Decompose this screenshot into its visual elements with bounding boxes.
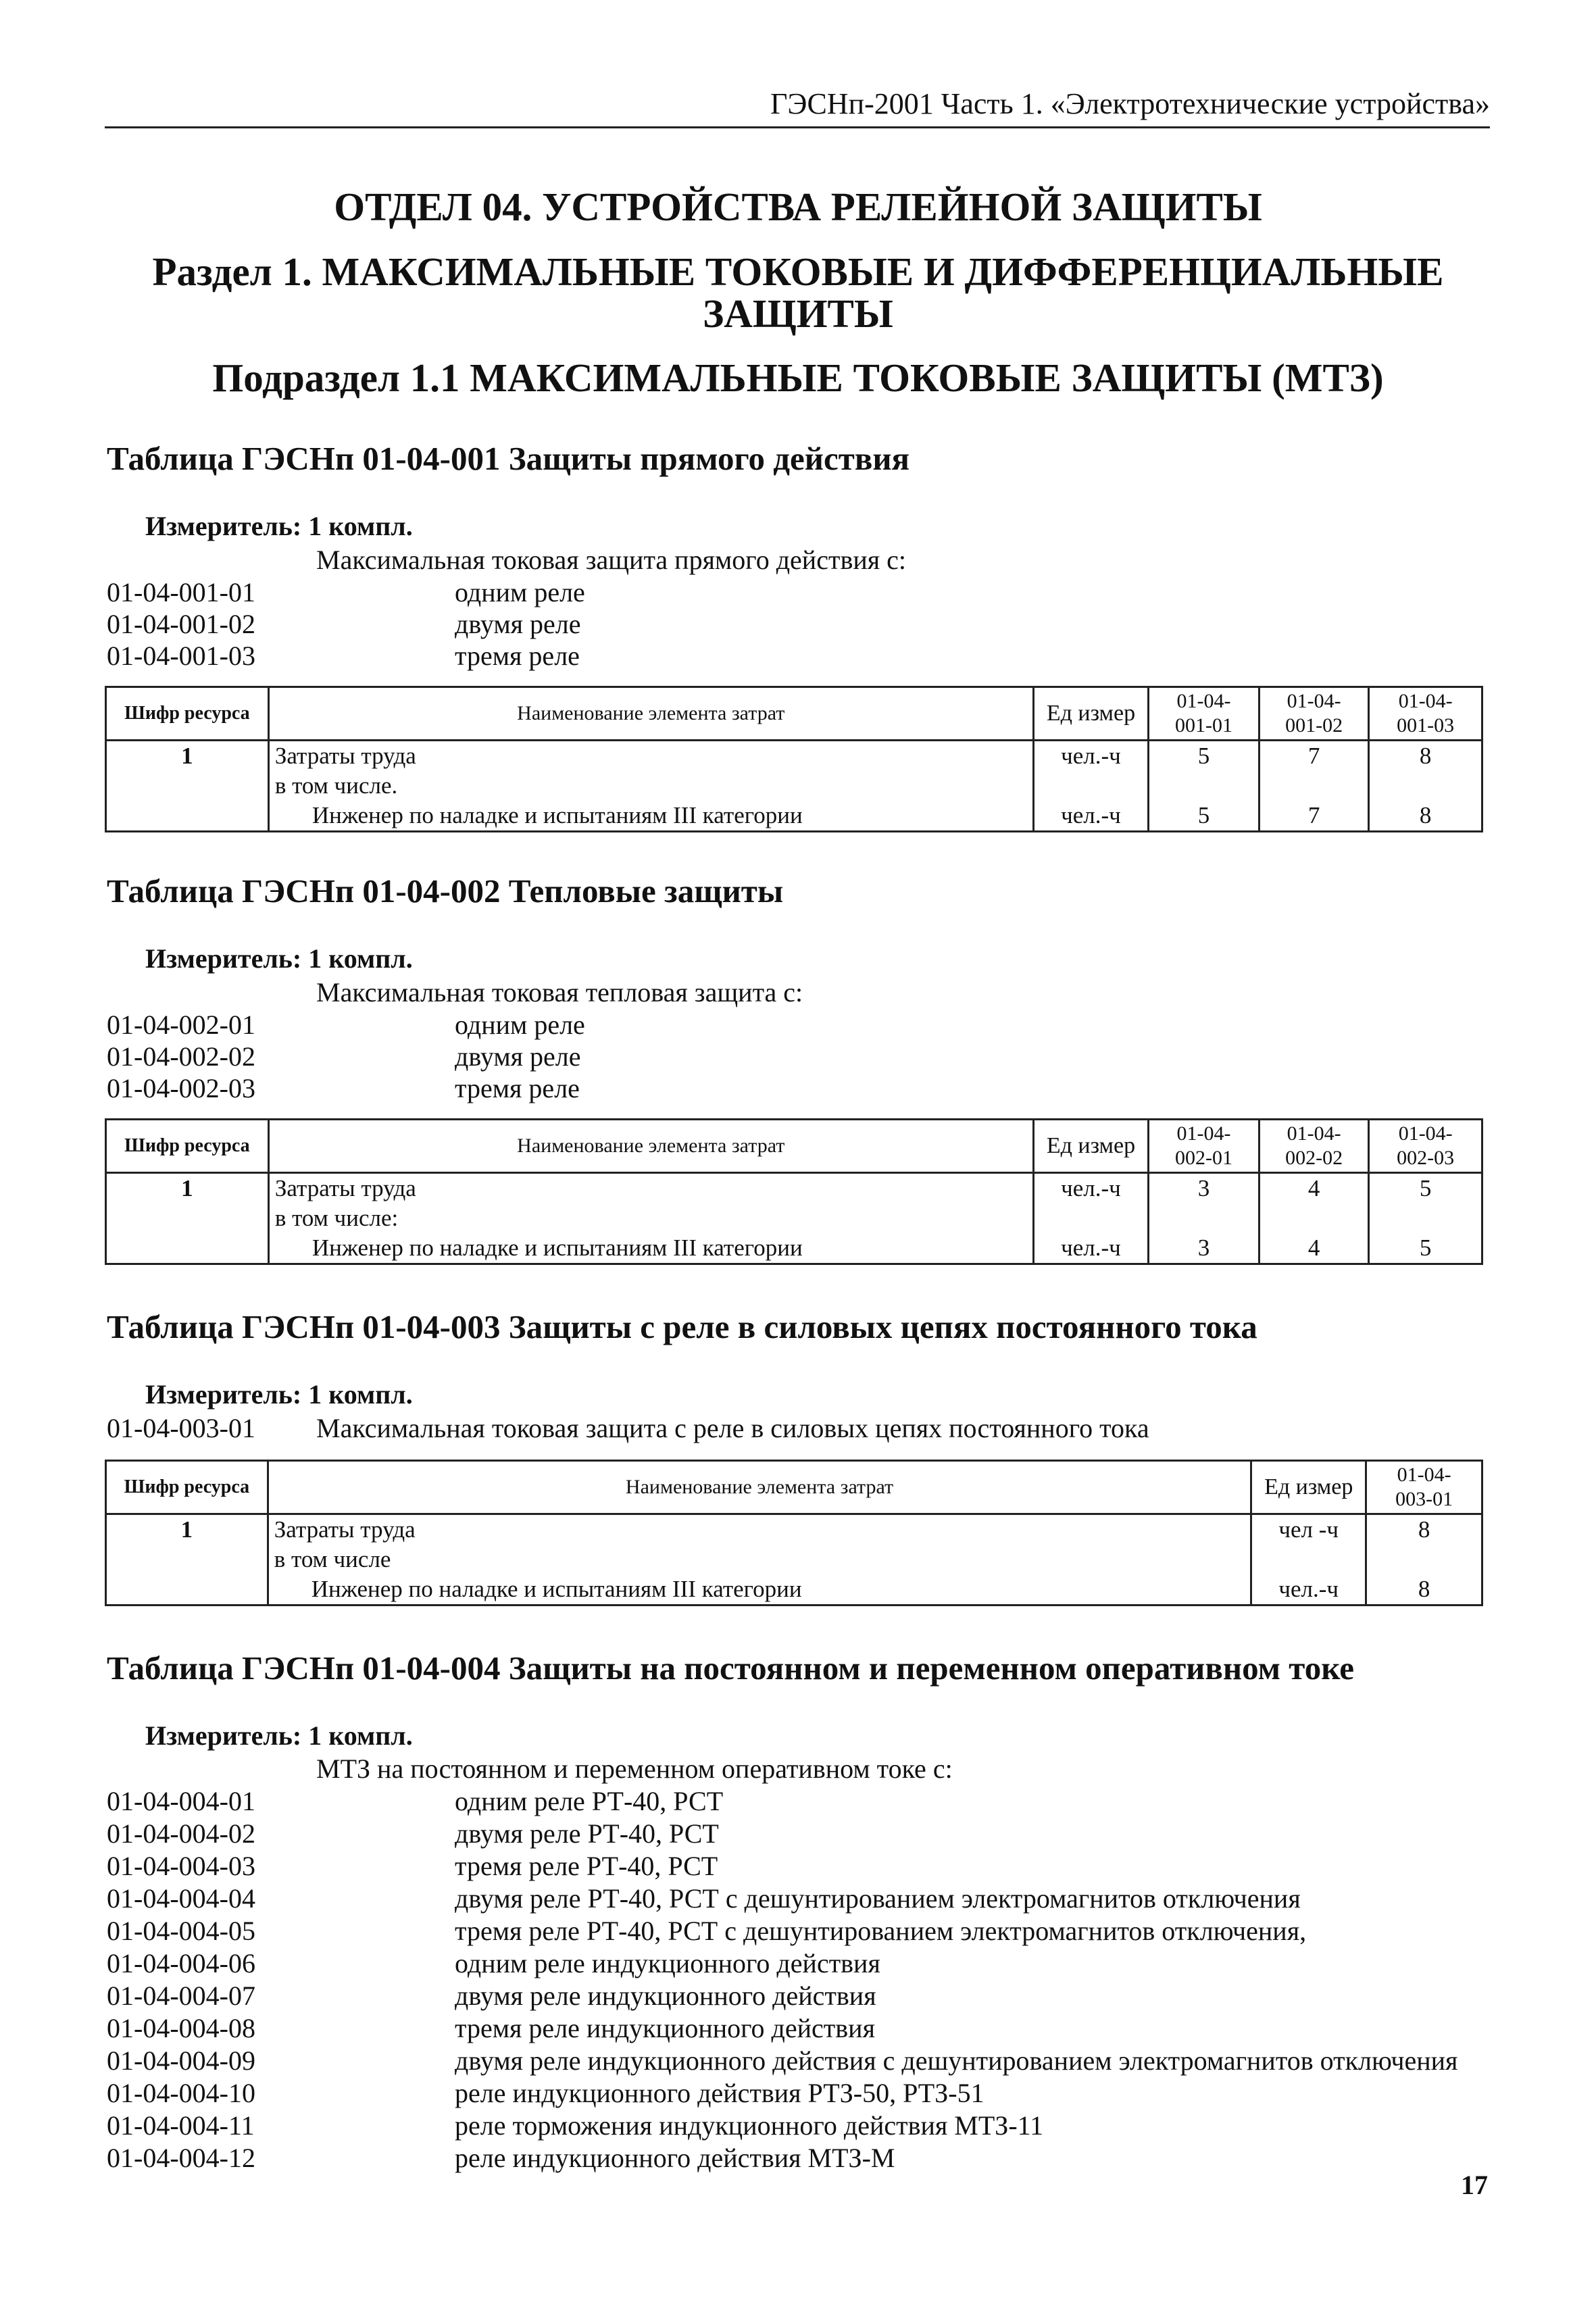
measurer-label: Измеритель: [145,943,302,974]
item-code: 01-04-003-01 [107,1413,255,1443]
list-item [107,1412,1149,1444]
item-text: Максимальная токовая защита с реле в силовых цепях постоянного тока [316,1413,1149,1443]
table-row [106,1514,1482,1605]
item-text: тремя реле РТ-40, РСТ с дешунтированием электромагнитов отключения, [455,1916,1307,1946]
list-item [107,1785,723,1817]
col-value-header: 01-04- 001-02 [1259,687,1369,741]
list-item [107,1915,1306,1947]
col-unit-header: Ед измер [1251,1461,1366,1514]
measurer-label: Измеритель: [145,1720,302,1751]
item-code: 01-04-004-12 [107,2143,255,2173]
item-text: двумя реле РТ-40, РСТ с дешунтированием электромагнитов отключения [455,1883,1301,1914]
item-code: 01-04-004-06 [107,1948,255,1978]
item-text: тремя реле [455,641,580,671]
intro-002: Максимальная токовая тепловая защита с: [316,977,803,1007]
table-header-row [106,687,1482,741]
measurer-003 [145,1378,413,1410]
item-code: 01-04-004-09 [107,2045,255,2076]
item-text: тремя реле индукционного действия [455,2013,875,2043]
value-cell: 4 4 [1259,1173,1369,1264]
item-code: 01-04-004-05 [107,1916,255,1946]
item-code: 01-04-004-04 [107,1883,255,1914]
cost-line: Инженер по наладке и испытаниям III категории [311,1235,803,1261]
running-title: ГЭСНп-2001 Часть 1. «Электротехнические устройства» [770,87,1490,120]
list-item [107,2077,984,2109]
list-item [107,640,580,672]
measurer-002 [145,943,413,974]
measurer-label: Измеритель: [145,1379,302,1410]
table-title-004: Таблица ГЭСНп 01-04-004 Защиты на постоянном и переменном оперативном токе [107,1649,1354,1687]
cost-line: в том числе. [274,772,398,799]
unit-cell: чел.-ч чел.-ч [1033,741,1149,832]
item-code: 01-04-002-01 [107,1010,255,1040]
measurer-value: 1 компл. [308,511,413,541]
measurer-004 [145,1720,413,1751]
col-name-header: Наименование элемента затрат [268,687,1033,741]
table-title-003: Таблица ГЭСНп 01-04-003 Защиты с реле в силовых цепях постоянного тока [107,1308,1257,1345]
col-value-header: 01-04- 002-02 [1259,1120,1369,1173]
value-cell: 5 5 [1369,1173,1482,1264]
item-text: одним реле [455,577,585,607]
measurer-label: Измеритель: [145,511,302,541]
value-cell: 5 5 [1149,741,1260,832]
col-value-header: 01-04- 003-01 [1366,1461,1482,1514]
list-item [107,1818,719,1849]
list-item [107,1009,585,1041]
table-title-001: Таблица ГЭСНп 01-04-001 Защиты прямого действия [107,440,910,477]
value-cell: 7 7 [1259,741,1369,832]
item-text: тремя реле [455,1073,580,1103]
cost-item [268,1514,1251,1605]
resource-table-001 [105,686,1483,832]
item-text: реле индукционного действия РТЗ-50, РТЗ-51 [455,2078,984,2108]
page-number: 17 [1461,2170,1488,2200]
list-item [107,1947,880,1979]
resource-code: 1 [106,1514,268,1605]
table-header-row [106,1120,1482,1173]
item-text: реле индукционного действия МТЗ-М [455,2143,895,2173]
cost-line: Затраты труда [274,1175,416,1201]
measurer-value: 1 компл. [308,1720,413,1751]
cost-line: Затраты труда [274,1516,416,1543]
item-code: 01-04-001-01 [107,577,255,607]
list-item [107,576,585,608]
item-code: 01-04-004-10 [107,2078,255,2108]
table-title-002: Таблица ГЭСНп 01-04-002 Тепловые защиты [107,872,784,910]
cost-line: Затраты труда [274,743,416,769]
list-item [107,1041,581,1072]
resource-table-002 [105,1118,1483,1265]
otdel-heading: ОТДЕЛ 04. УСТРОЙСТВА РЕЛЕЙНОЙ ЗАЩИТЫ [334,184,1262,229]
list-item [107,1980,876,2012]
col-value-header: 01-04- 001-01 [1149,687,1260,741]
item-text: двумя реле [455,609,581,639]
table-header-row [106,1461,1482,1514]
list-item [107,1072,580,1104]
razdel-heading-line2: ЗАЩИТЫ [703,291,893,336]
item-text: реле торможения индукционного действия МТЗ-11 [455,2110,1044,2141]
item-code: 01-04-001-03 [107,641,255,671]
col-code-header: Шифр ресурса [106,687,269,741]
measurer-value: 1 компл. [308,943,413,974]
list-item [107,2045,1457,2076]
value-cell: 8 8 [1369,741,1482,832]
cost-item [268,741,1033,832]
col-unit-header: Ед измер [1033,687,1149,741]
value-cell: 8 8 [1366,1514,1482,1605]
cost-line: в том числе [274,1546,391,1572]
col-name-header: Наименование элемента затрат [268,1461,1251,1514]
item-code: 01-04-001-02 [107,609,255,639]
item-code: 01-04-004-02 [107,1818,255,1849]
item-text: двумя реле индукционного действия [455,1981,876,2011]
table-row [106,1173,1482,1264]
item-code: 01-04-002-02 [107,1041,255,1072]
intro-004: МТЗ на постоянном и переменном оперативном токе с: [316,1753,953,1784]
list-item [107,1850,718,1882]
unit-cell: чел -ч чел.-ч [1251,1514,1366,1605]
col-value-header: 01-04- 001-03 [1369,687,1482,741]
cost-line: Инженер по наладке и испытаниям III категории [311,1576,802,1602]
value-cell: 3 3 [1149,1173,1260,1264]
list-item [107,608,581,640]
col-value-header: 01-04- 002-01 [1149,1120,1260,1173]
cost-item [268,1173,1033,1264]
podrazdel-heading: Подраздел 1.1 МАКСИМАЛЬНЫЕ ТОКОВЫЕ ЗАЩИТЫ (МТЗ) [212,355,1384,400]
list-item [107,2012,875,2044]
item-code: 01-04-004-03 [107,1851,255,1881]
col-name-header: Наименование элемента затрат [268,1120,1033,1173]
item-text: одним реле РТ-40, РСТ [455,1786,724,1816]
measurer-001 [145,510,413,542]
item-text: тремя реле РТ-40, РСТ [455,1851,718,1881]
unit-cell: чел.-ч чел.-ч [1033,1173,1149,1264]
item-code: 01-04-002-03 [107,1073,255,1103]
list-item [107,2142,895,2174]
razdel-heading-line1: Раздел 1. МАКСИМАЛЬНЫЕ ТОКОВЫЕ И ДИФФЕРЕНЦИАЛЬНЫЕ [152,249,1444,294]
cost-line: Инженер по наладке и испытаниям III категории [311,802,803,828]
item-text: одним реле индукционного действия [455,1948,880,1978]
running-header [105,86,1490,128]
col-code-header: Шифр ресурса [106,1120,269,1173]
item-text: одним реле [455,1010,585,1040]
item-text: двумя реле индукционного действия с дешунтированием электромагнитов отключения [455,2045,1458,2076]
list-item [107,1883,1301,1914]
item-code: 01-04-004-08 [107,2013,255,2043]
intro-001: Максимальная токовая защита прямого действия с: [316,545,907,575]
col-value-header: 01-04- 002-03 [1369,1120,1482,1173]
cost-line: в том числе: [274,1205,399,1231]
item-code: 01-04-004-07 [107,1981,255,2011]
resource-table-003 [105,1460,1483,1606]
list-item [107,2110,1043,2141]
item-code: 01-04-004-01 [107,1786,255,1816]
item-code: 01-04-004-11 [107,2110,255,2141]
resource-code: 1 [106,741,269,832]
col-code-header: Шифр ресурса [106,1461,268,1514]
table-row [106,741,1482,832]
item-text: двумя реле [455,1041,581,1072]
resource-code: 1 [106,1173,269,1264]
measurer-value: 1 компл. [308,1379,413,1410]
item-text: двумя реле РТ-40, РСТ [455,1818,719,1849]
col-unit-header: Ед измер [1033,1120,1149,1173]
